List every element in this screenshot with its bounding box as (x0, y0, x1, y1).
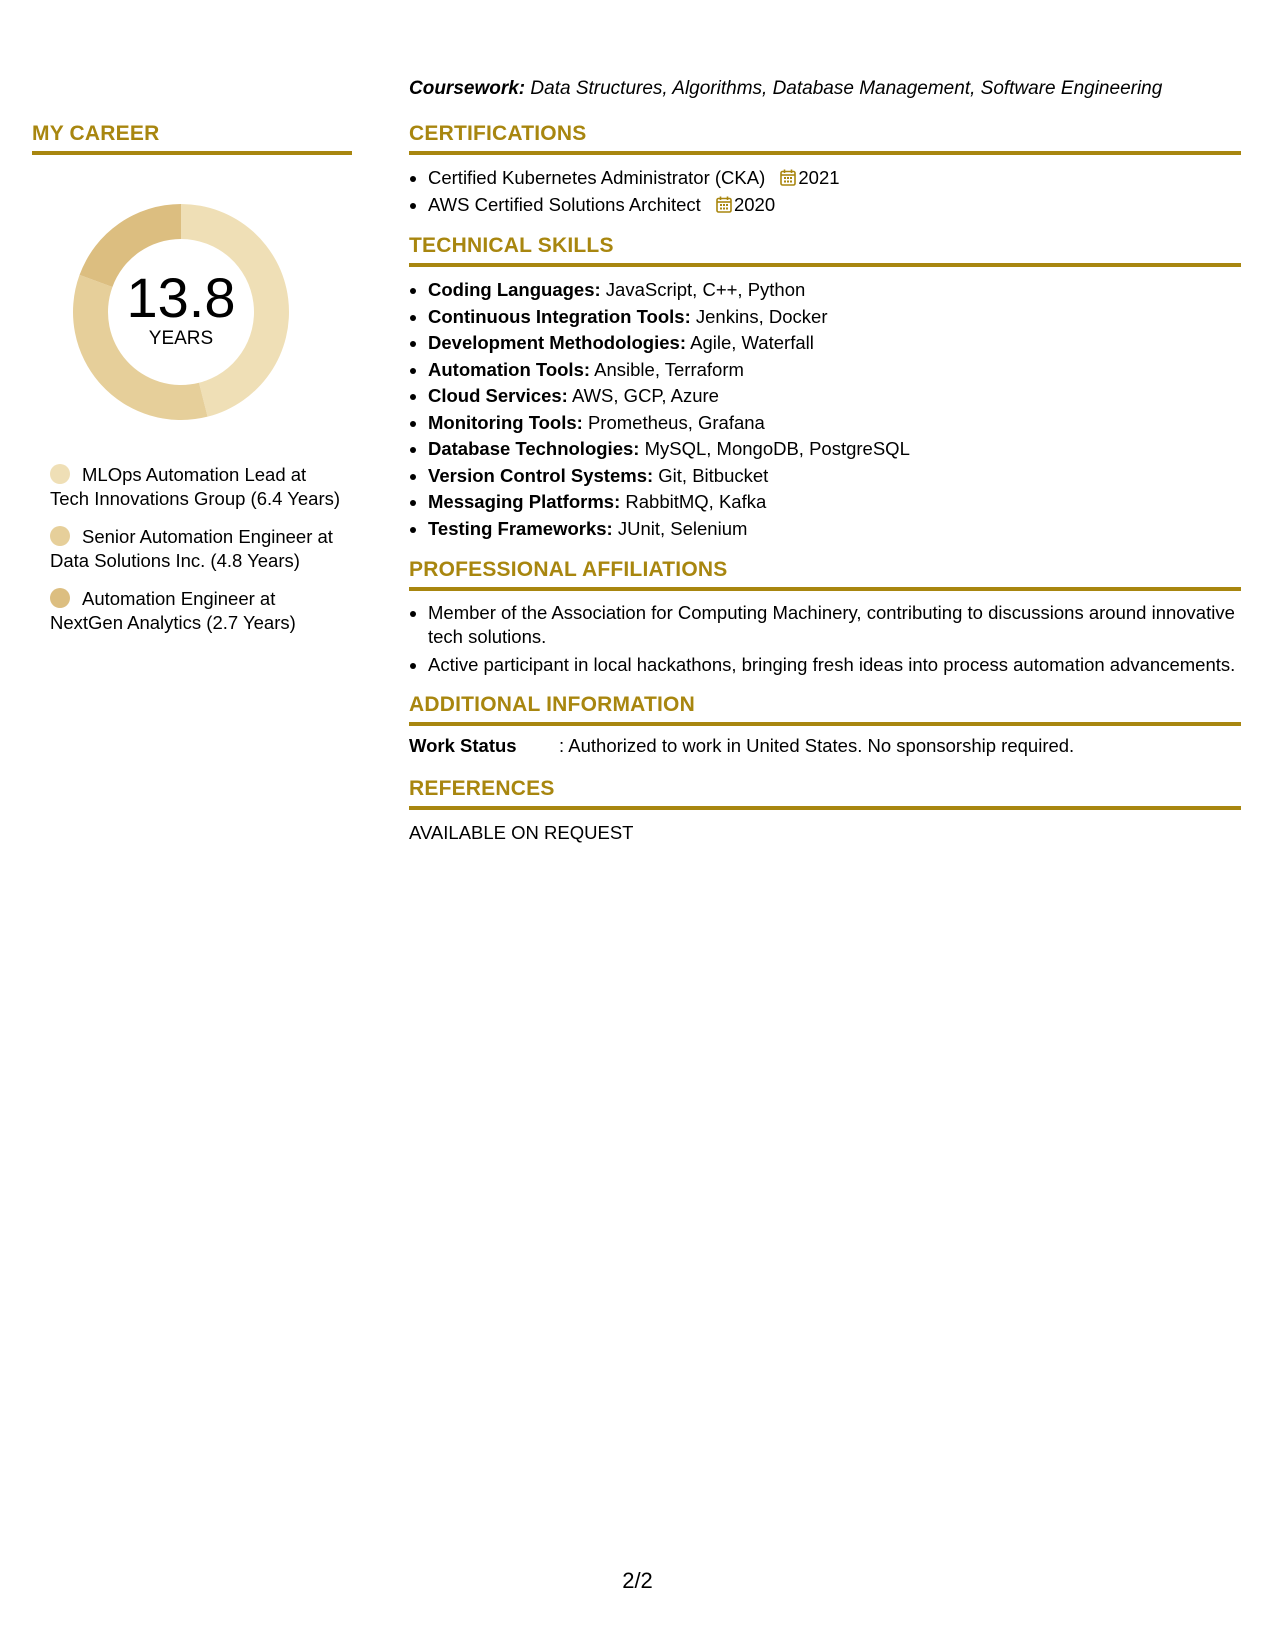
main-column (409, 78, 1241, 844)
skill-label: Automation Tools: (428, 358, 591, 380)
work-status-value: : Authorized to work in United States. No sponsorship required. (559, 735, 1075, 756)
affiliations-list (409, 601, 1241, 677)
certifications-list (409, 165, 1241, 218)
references-text: AVAILABLE ON REQUEST (409, 822, 634, 843)
career-legend-label: Senior Automation Engineer at Data Solutions Inc. (4.8 Years) (50, 526, 333, 571)
calendar-icon (780, 169, 796, 186)
skill-value: MySQL, MongoDB, PostgreSQL (639, 438, 910, 459)
skill-item (428, 410, 1241, 437)
skill-value: Agile, Waterfall (686, 332, 814, 353)
legend-dot-icon (50, 464, 70, 484)
skill-value: AWS, GCP, Azure (567, 385, 719, 406)
skill-value: RabbitMQ, Kafka (620, 491, 767, 512)
skill-label: Cloud Services: (428, 385, 568, 406)
skills-list (409, 277, 1241, 542)
skill-label: Coding Languages: (428, 279, 601, 300)
skill-value: Git, Bitbucket (653, 464, 769, 486)
coursework-label: Coursework: (409, 78, 526, 99)
career-legend-item (50, 525, 340, 573)
skill-value: Prometheus, Grafana (582, 411, 765, 433)
skill-label: Monitoring Tools: (428, 411, 583, 433)
skill-item (428, 330, 1241, 357)
career-column (32, 122, 352, 649)
career-legend-item (50, 587, 340, 635)
legend-dot-icon (50, 526, 70, 546)
skill-item (428, 489, 1241, 516)
calendar-icon (716, 196, 732, 213)
affiliations-title: PROFESSIONAL AFFILIATIONS (409, 558, 1241, 591)
work-status-label: Work Status (409, 735, 517, 756)
skill-label: Development Methodologies: (428, 332, 686, 353)
affiliation-item: • Active participant in local hackathons, bringing fresh ideas into process automation advancements. (428, 653, 1241, 677)
affiliation-item: • Member of the Association for Computing Machinery, contributing to discussions around innovative tech solutions. (428, 601, 1241, 649)
skill-item (428, 383, 1241, 410)
skill-value: Jenkins, Docker (690, 305, 828, 327)
certification-item (428, 165, 1241, 192)
skills-title: TECHNICAL SKILLS (409, 234, 1241, 267)
certifications-title: CERTIFICATIONS (409, 122, 1241, 155)
skill-value: JavaScript, C++, Python (600, 279, 806, 300)
skill-label: Database Technologies: (428, 438, 640, 459)
skill-item (428, 516, 1241, 543)
career-donut-chart (66, 197, 296, 427)
certification-year: 2021 (798, 167, 840, 188)
certification-name: Certified Kubernetes Administrator (CKA) (428, 167, 766, 188)
work-status-row (409, 735, 1241, 757)
donut-center (66, 197, 296, 427)
donut-total-value: 13.8 (126, 266, 236, 329)
legend-dot-icon (50, 588, 70, 608)
donut-total-unit: YEARS (148, 328, 214, 349)
certification-year: 2020 (733, 193, 776, 215)
certification-name: AWS Certified Solutions Architect (428, 193, 701, 215)
career-legend-label: MLOps Automation Lead at Tech Innovations Group (6.4 Years) (50, 464, 341, 509)
career-legend-label: Automation Engineer at NextGen Analytics (2.7 Years) (50, 588, 296, 633)
career-legend-item (50, 463, 340, 511)
skill-item (428, 357, 1241, 384)
references-title: REFERENCES (409, 777, 1241, 810)
skill-value: JUnit, Selenium (612, 517, 748, 539)
skill-item (428, 304, 1241, 331)
career-title: MY CAREER (32, 122, 352, 155)
coursework-text: Data Structures, Algorithms, Database Management, Software Engineering (525, 78, 1163, 99)
skill-value: Ansible, Terraform (590, 358, 744, 380)
page-number: 2/2 (622, 1568, 653, 1593)
skill-item (428, 277, 1241, 304)
coursework-line (409, 78, 1241, 100)
skill-label: Messaging Platforms: (428, 491, 621, 512)
additional-info-title: ADDITIONAL INFORMATION (409, 693, 1241, 726)
certification-item (428, 192, 1241, 219)
career-legend (32, 463, 352, 635)
skill-item (428, 436, 1241, 463)
skill-item (428, 463, 1241, 490)
skill-label: Testing Frameworks: (428, 517, 613, 539)
skill-label: Version Control Systems: (428, 464, 654, 486)
skill-label: Continuous Integration Tools: (428, 305, 691, 327)
